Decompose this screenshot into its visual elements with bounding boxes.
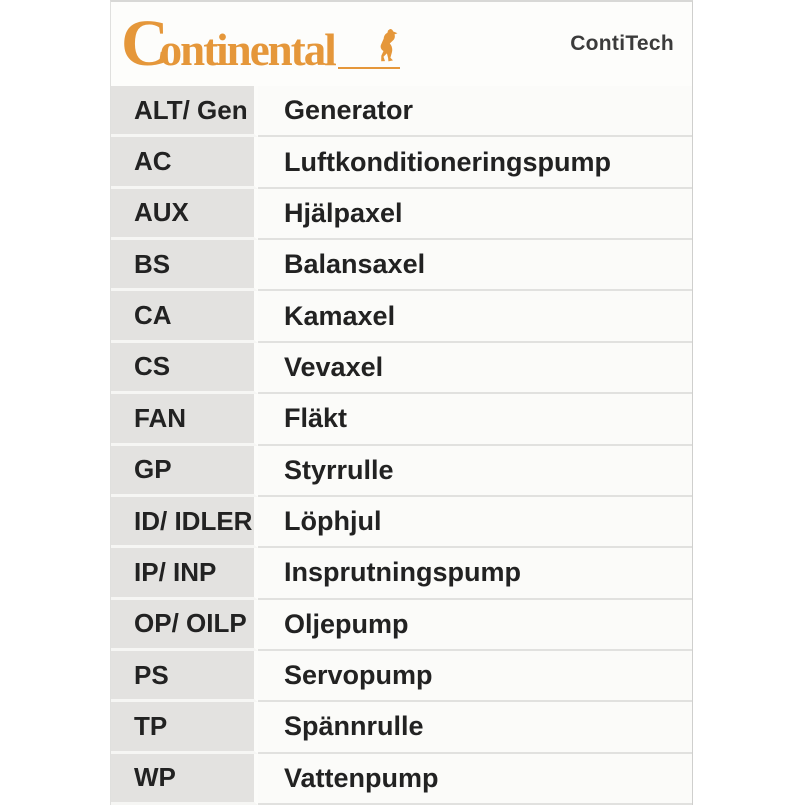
- table-row: [111, 600, 692, 651]
- description-text: Löphjul: [284, 506, 382, 537]
- abbreviation-cell: [111, 548, 258, 599]
- continental-logo: [121, 7, 400, 81]
- abbreviation-cell: [111, 291, 258, 342]
- abbreviation-text: WP: [134, 762, 176, 793]
- table-row: [111, 394, 692, 445]
- description-cell: [258, 548, 692, 599]
- continental-logo-text: ontinental: [159, 25, 335, 76]
- abbreviation-cell: [111, 702, 258, 753]
- table-row: [111, 189, 692, 240]
- description-cell: [258, 291, 692, 342]
- abbreviation-cell: [111, 240, 258, 291]
- description-text: Spännrulle: [284, 711, 424, 742]
- abbreviation-cell: [111, 189, 258, 240]
- abbreviation-cell: [111, 651, 258, 702]
- table-row: [111, 754, 692, 805]
- abbreviation-text: CS: [134, 351, 171, 382]
- table-row: [111, 291, 692, 342]
- description-cell: [258, 702, 692, 753]
- description-text: Vattenpump: [284, 762, 439, 793]
- abbreviation-cell: [111, 600, 258, 651]
- abbreviation-text: IP/ INP: [134, 556, 217, 587]
- description-cell: [258, 240, 692, 291]
- description-cell: [258, 600, 692, 651]
- description-cell: [258, 651, 692, 702]
- continental-logo-initial: C: [121, 7, 169, 81]
- table-row: [111, 651, 692, 702]
- description-text: Balansaxel: [284, 249, 426, 280]
- abbreviation-text: TP: [134, 710, 168, 741]
- description-cell: [258, 137, 692, 188]
- description-text: Luftkonditioneringspump: [284, 146, 611, 177]
- table-row: [111, 240, 692, 291]
- abbreviation-cell: [111, 754, 258, 805]
- table-row: [111, 446, 692, 497]
- description-cell: [258, 343, 692, 394]
- abbreviation-text: OP/ OILP: [134, 608, 247, 639]
- description-cell: [258, 189, 692, 240]
- description-text: Servopump: [284, 660, 433, 691]
- legend-panel: [110, 0, 693, 805]
- abbreviation-cell: [111, 137, 258, 188]
- brand-header: [111, 2, 692, 86]
- description-cell: [258, 497, 692, 548]
- description-cell: [258, 86, 692, 137]
- abbreviation-cell: [111, 343, 258, 394]
- table-row: [111, 343, 692, 394]
- description-cell: [258, 754, 692, 805]
- table-row: [111, 497, 692, 548]
- abbreviation-text: BS: [134, 248, 171, 279]
- abbreviation-text: AC: [134, 146, 172, 177]
- abbreviation-text: CA: [134, 300, 172, 331]
- description-text: Styrrulle: [284, 454, 394, 485]
- abbreviation-text: ALT/ Gen: [134, 94, 248, 125]
- table-row: [111, 702, 692, 753]
- rearing-horse-icon: [338, 28, 400, 69]
- abbreviation-cell: [111, 86, 258, 137]
- description-text: Oljepump: [284, 608, 409, 639]
- abbreviation-cell: [111, 446, 258, 497]
- abbreviation-table: [111, 86, 692, 805]
- description-text: Insprutningspump: [284, 557, 521, 588]
- description-text: Vevaxel: [284, 351, 384, 382]
- table-row: [111, 86, 692, 137]
- abbreviation-cell: [111, 497, 258, 548]
- abbreviation-cell: [111, 394, 258, 445]
- table-row: [111, 548, 692, 599]
- description-text: Fläkt: [284, 403, 348, 434]
- description-text: Generator: [284, 95, 414, 126]
- table-row: [111, 137, 692, 188]
- description-cell: [258, 394, 692, 445]
- description-cell: [258, 446, 692, 497]
- description-text: Kamaxel: [284, 300, 396, 331]
- abbreviation-text: ID/ IDLER: [134, 505, 253, 536]
- abbreviation-text: FAN: [134, 402, 186, 433]
- abbreviation-text: PS: [134, 659, 169, 690]
- description-text: Hjälpaxel: [284, 197, 403, 228]
- abbreviation-text: GP: [134, 454, 172, 485]
- abbreviation-text: AUX: [134, 197, 189, 228]
- contitech-logo: ContiTech: [570, 32, 674, 55]
